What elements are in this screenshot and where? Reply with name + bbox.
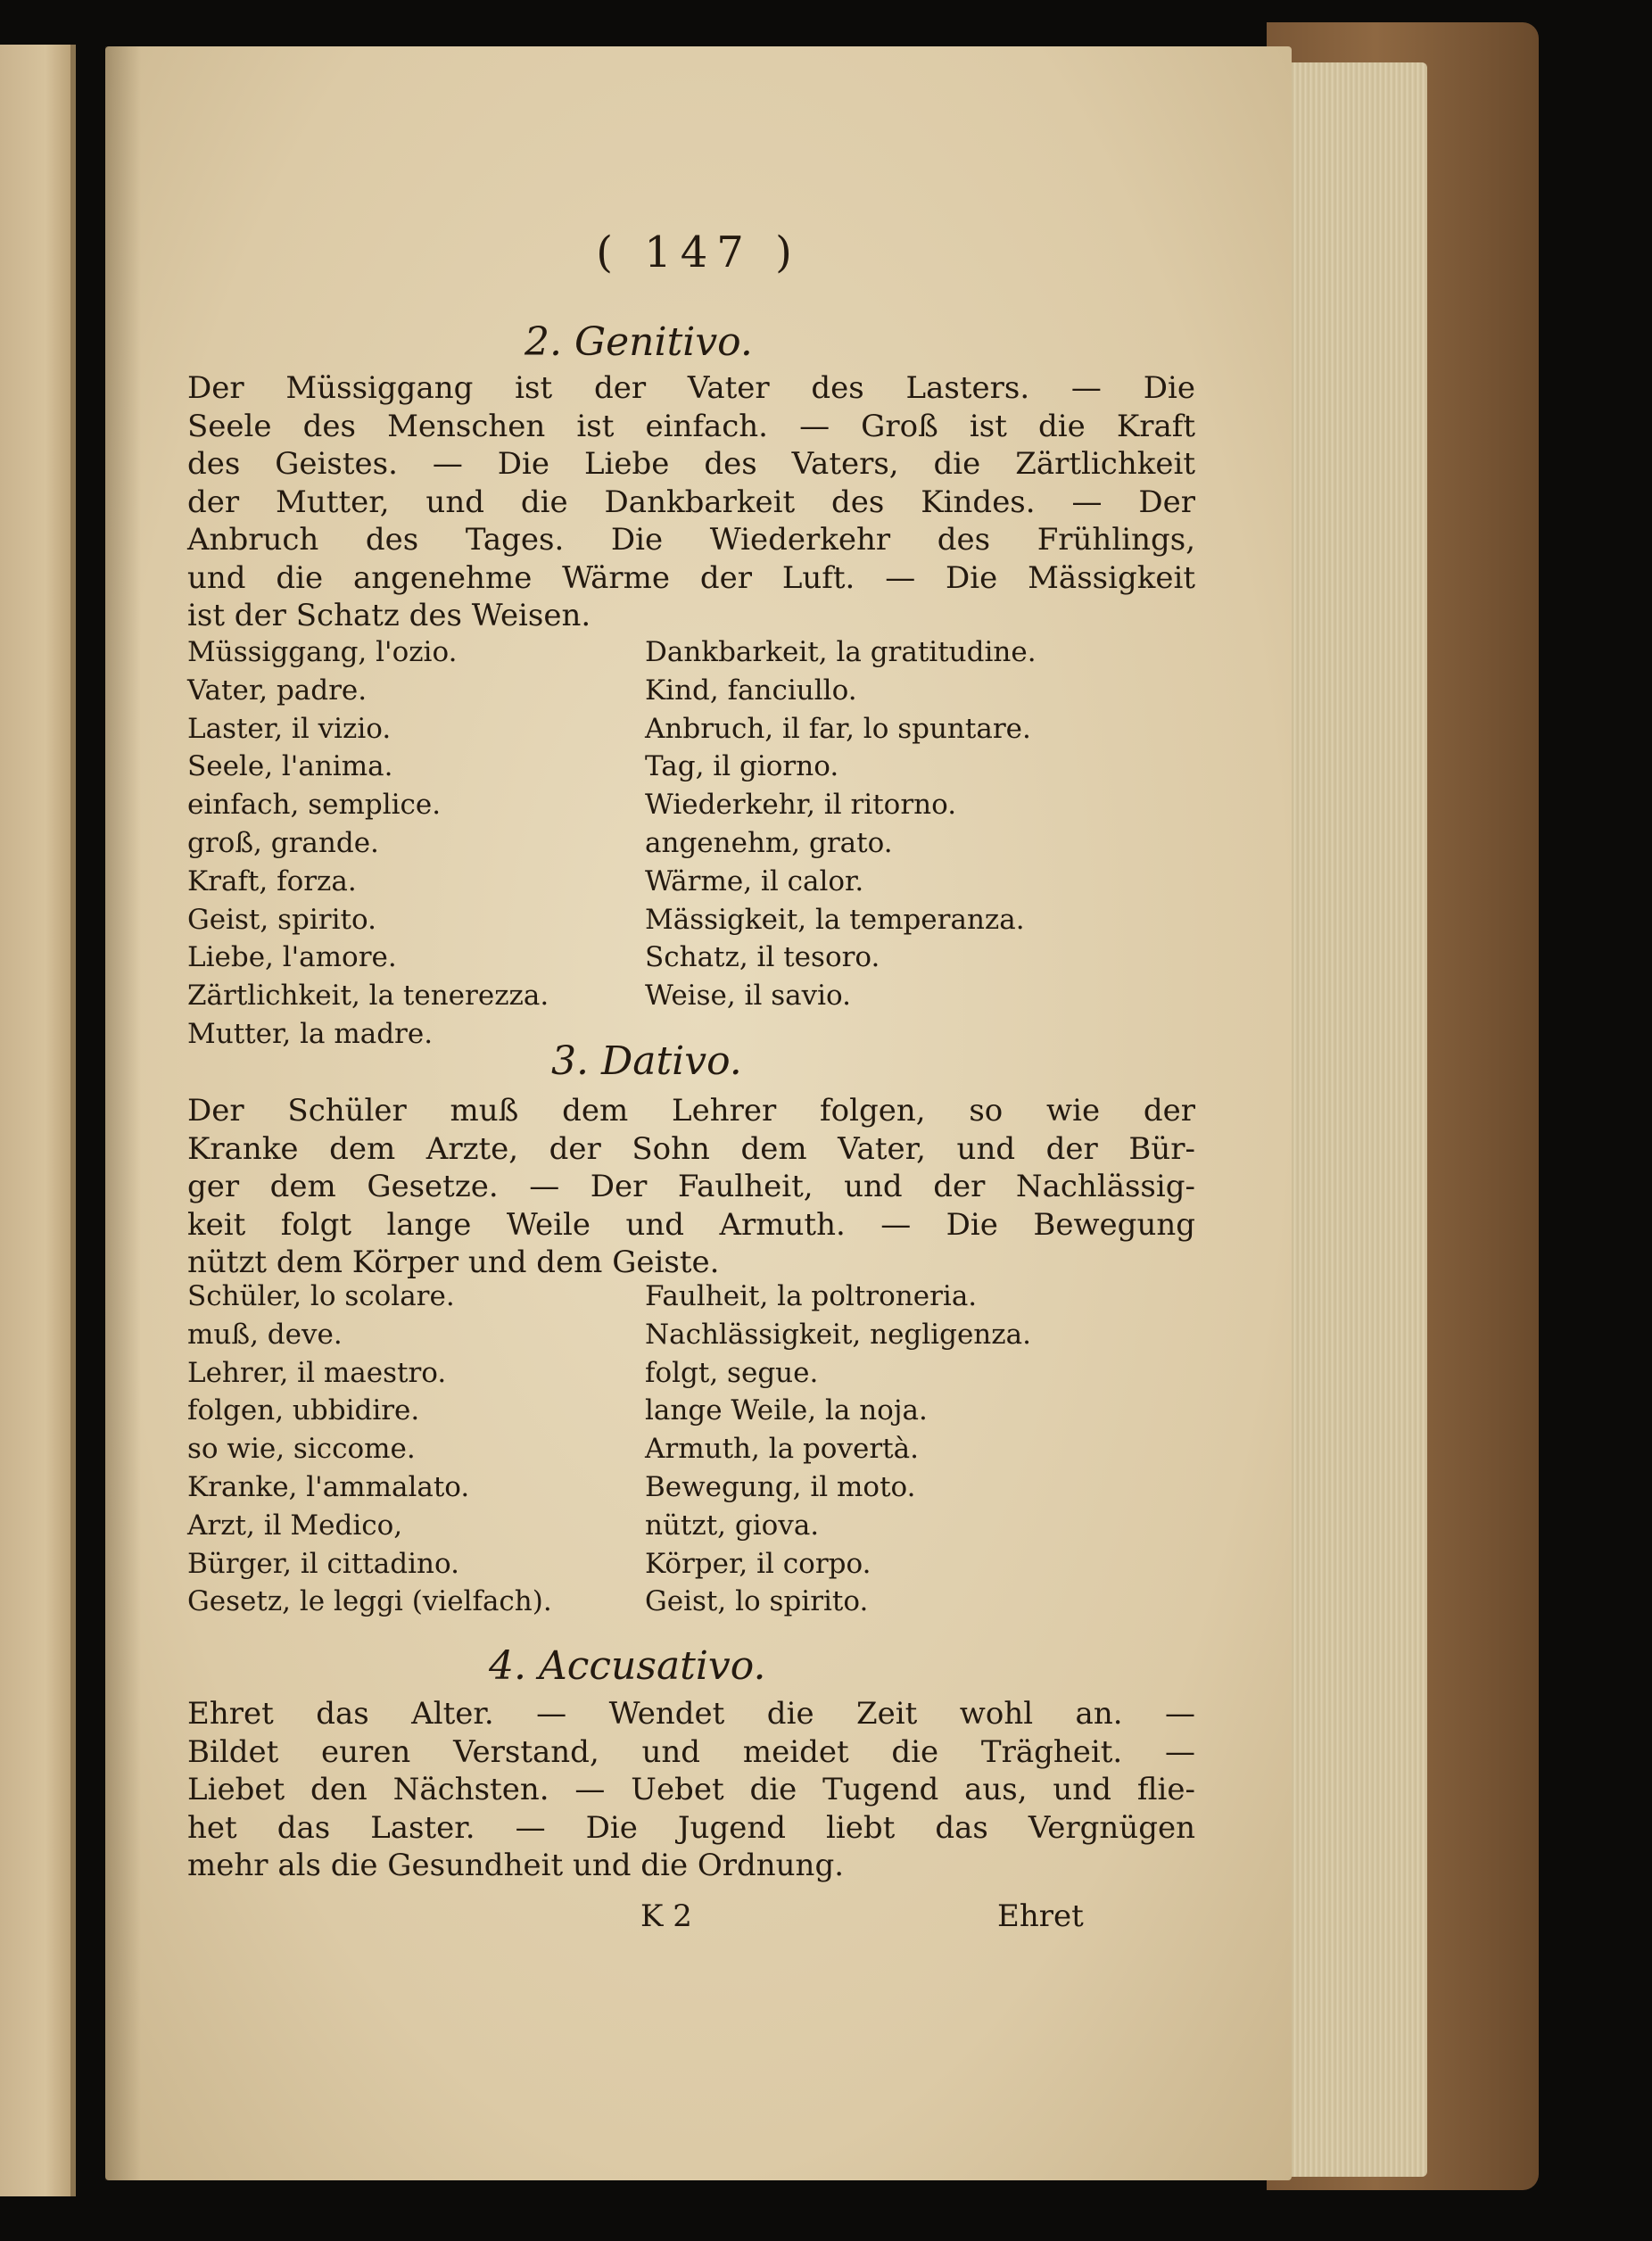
vocab-item: Lehrer, il maestro.	[187, 1356, 447, 1389]
section-text-genitivo	[187, 369, 1195, 635]
vocab-item: Gesetz, le leggi (vielfach).	[187, 1585, 552, 1618]
vocab-item: Schatz, il tesoro.	[645, 941, 880, 974]
text-line: Der Müssiggang ist der Vater des Lasters. — Die	[187, 370, 1195, 406]
vocab-item: Kraft, forza.	[187, 864, 357, 897]
vocab-item: lange Weile, la noja.	[645, 1394, 928, 1427]
section-heading-dativo: 3. Dativo.	[551, 1038, 742, 1084]
text-line: het das Laster. — Die Jugend liebt das Vergnügen	[187, 1809, 1195, 1846]
text-line: der Mutter, und die Dankbarkeit des Kindes. — Der	[187, 484, 1195, 520]
text-line: Bildet euren Verstand, und meidet die Trägheit. —	[187, 1733, 1195, 1770]
section-heading-genitivo: 2. Genitivo.	[525, 319, 753, 365]
text-line: Liebet den Nächsten. — Uebet die Tugend aus, und flie-	[187, 1772, 1195, 1807]
vocab-item: Mässigkeit, la temperanza.	[645, 903, 1025, 936]
vocab-item: einfach, semplice.	[187, 789, 442, 822]
vocab-item: Seele, l'anima.	[187, 750, 393, 783]
vocab-item: Kranke, l'ammalato.	[187, 1470, 470, 1503]
vocab-item: nützt, giova.	[645, 1509, 820, 1542]
text-line: nützt dem Körper und dem Geiste.	[187, 1245, 720, 1280]
text-line: Seele des Menschen ist einfach. — Groß ist die Kraft	[187, 408, 1195, 444]
vocab-item: Schüler, lo scolare.	[187, 1280, 455, 1312]
vocab-item: Körper, il corpo.	[645, 1547, 871, 1580]
text-line: mehr als die Gesundheit und die Ordnung.	[187, 1848, 845, 1883]
vocab-item: groß, grande.	[187, 826, 379, 859]
vocab-list-right-dativo	[645, 1278, 1031, 1621]
book-page	[105, 46, 1292, 2180]
vocab-item: Kind, fanciullo.	[645, 674, 857, 707]
text-line: Ehret das Alter. — Wendet die Zeit wohl an. —	[187, 1696, 1195, 1732]
vocab-item: Armuth, la povertà.	[645, 1433, 919, 1466]
signature-mark: K 2	[640, 1898, 692, 1934]
section-text-dativo	[187, 1092, 1195, 1282]
vocab-item: so wie, siccome.	[187, 1433, 416, 1466]
vocab-item: Mutter, la madre.	[187, 1017, 434, 1050]
vocab-item: Bürger, il cittadino.	[187, 1547, 459, 1580]
vocab-item: Müssiggang, l'ozio.	[187, 636, 458, 668]
section-text-accusativo	[187, 1695, 1195, 1885]
text-line: ger dem Gesetze. — Der Faulheit, und der Nachlässig-	[187, 1169, 1195, 1204]
page-number: ( 147 )	[596, 227, 801, 277]
catchword: Ehret	[997, 1898, 1084, 1934]
vocab-list-left-dativo	[187, 1278, 552, 1621]
section-heading-accusativo: 4. Accusativo.	[489, 1643, 766, 1689]
text-line: Der Schüler muß dem Lehrer folgen, so wie der	[187, 1093, 1195, 1129]
vocab-item: Tag, il giorno.	[645, 750, 839, 783]
vocab-list-right-genitivo	[645, 633, 1037, 1015]
vocab-item: Wärme, il calor.	[645, 864, 864, 897]
vocab-item: Geist, spirito.	[187, 903, 376, 936]
vocab-list-left-genitivo	[187, 633, 549, 1054]
vocab-item: Vater, padre.	[187, 674, 368, 707]
text-line: keit folgt lange Weile und Armuth. — Die Bewegung	[187, 1206, 1195, 1243]
vocab-item: Laster, il vizio.	[187, 712, 392, 745]
vocab-item: Dankbarkeit, la gratitudine.	[645, 636, 1037, 668]
page-stack-edge	[1284, 62, 1427, 2177]
vocab-item: Nachlässigkeit, negligenza.	[645, 1318, 1031, 1351]
text-line: des Geistes. — Die Liebe des Vaters, die Zärtlichkeit	[187, 446, 1195, 482]
vocab-item: Weise, il savio.	[645, 980, 852, 1013]
vocab-item: Liebe, l'amore.	[187, 941, 397, 974]
vocab-item: Faulheit, la poltroneria.	[645, 1280, 978, 1312]
vocab-item: angenehm, grato.	[645, 826, 893, 859]
text-line: Anbruch des Tages. Die Wiederkehr des Frühlings,	[187, 522, 1195, 558]
text-line: und die angenehme Wärme der Luft. — Die Mässigkeit	[187, 559, 1195, 596]
text-line: Kranke dem Arzte, der Sohn dem Vater, und der Bür-	[187, 1130, 1195, 1167]
vocab-item: Geist, lo spirito.	[645, 1585, 869, 1618]
vocab-item: Anbruch, il far, lo spuntare.	[645, 712, 1031, 745]
vocab-item: folgt, segue.	[645, 1356, 819, 1389]
vocab-item: Arzt, il Medico,	[187, 1509, 403, 1542]
left-page-edge	[0, 45, 76, 2196]
vocab-item: Bewegung, il moto.	[645, 1470, 916, 1503]
left-page-shadow	[70, 45, 76, 2196]
vocab-item: Zärtlichkeit, la tenerezza.	[187, 980, 549, 1013]
vocab-item: muß, deve.	[187, 1318, 343, 1351]
spine-shadow	[105, 46, 141, 2180]
vocab-item: folgen, ubbidire.	[187, 1394, 420, 1427]
vocab-item: Wiederkehr, il ritorno.	[645, 789, 957, 822]
text-line: ist der Schatz des Weisen.	[187, 598, 591, 633]
